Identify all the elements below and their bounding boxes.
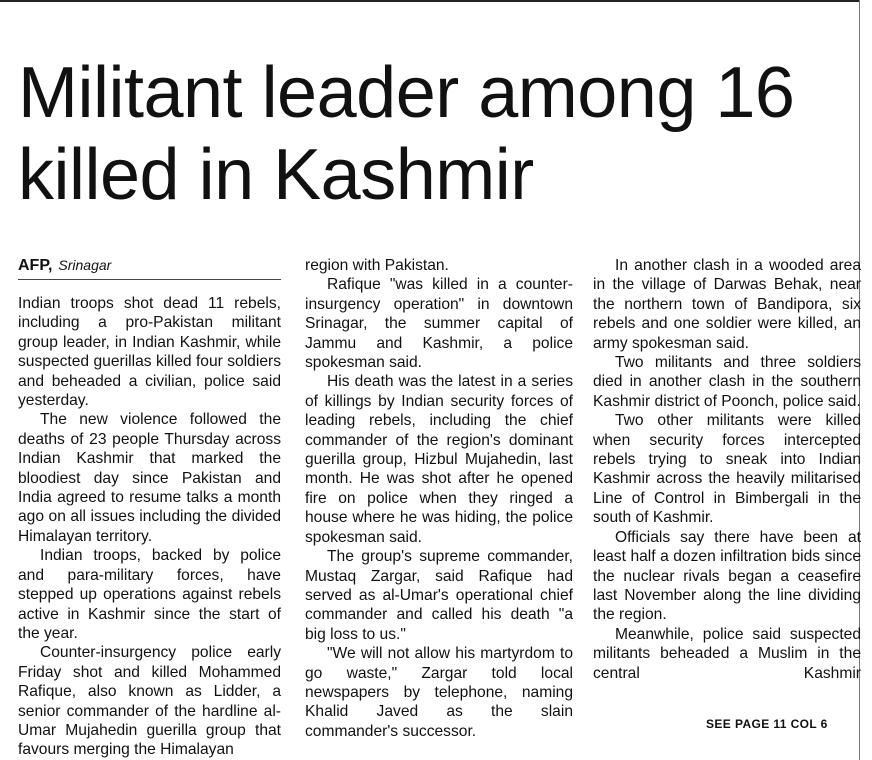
paragraph: Two militants and three soldiers died in another clash in the southern Kashmir district of Poonch, police said. <box>593 354 861 410</box>
paragraph: Counter-insurgency police early Friday shot and killed Mohammed Rafique, also known as Lidder, a senior commander of the hardline al-Umar Mujahedin guerilla group that favours merging the Himalayan <box>18 644 281 759</box>
column-2 <box>305 256 573 741</box>
paragraph: Meanwhile, police said suspected militants beheaded a Muslim in the central Kashmir <box>593 625 861 682</box>
dateline <box>18 256 281 280</box>
dateline-place: Srinagar <box>58 257 112 273</box>
paragraph: Indian troops shot dead 11 rebels, including a pro-Pakistan militant group leader, in Indian Kashmir, while suspected guerillas killed four soldiers and beheaded a civilian, police said yesterday. <box>18 295 281 410</box>
headline: Militant leader among 16 killed in Kashmir <box>18 53 795 215</box>
top-rule <box>0 0 860 2</box>
agency-credit: AFP, <box>18 257 53 274</box>
paragraph: Officials say there have been at least half a dozen infiltration bids since the nuclear rivals began a ceasefire last November along the line dividing the region. <box>593 528 861 624</box>
column-3 <box>593 256 861 683</box>
paragraph: The group's supreme commander, Mustaq Zargar, said Rafique had served as al-Umar's operational chief commander and called his death "a big loss to us." <box>305 548 573 643</box>
paragraph: The new violence followed the deaths of 23 people Thursday across Indian Kashmir that marked the bloodiest day since Pakistan and India agreed to resume talks a month ago on all issues including the divided Himalayan territory. <box>18 411 281 545</box>
paragraph: Rafique "was killed in a counter-insurgency operation" in downtown Srinagar, the summer capital of Jammu and Kashmir, a police spokesman said. <box>305 276 573 372</box>
paragraph: Indian troops, backed by police and para-military forces, have stepped up operations against rebels active in Kashmir since the start of the year. <box>18 547 281 642</box>
paragraph: region with Pakistan. <box>305 257 449 274</box>
paragraph: "We will not allow his martyrdom to go waste," Zargar told local newspapers by telephone, naming Khalid Javed as the slain commander's successor. <box>305 645 573 740</box>
column-1 <box>18 256 281 760</box>
paragraph: In another clash in a wooded area in the village of Darwas Behak, near the northern town of Bandipora, six rebels and one soldier were killed, an army spokesman said. <box>593 257 861 352</box>
jump-line: SEE PAGE 11 COL 6 <box>706 717 828 731</box>
paragraph: His death was the latest in a series of killings by Indian security forces of leading rebels, including the chief commander of the region's dominant guerilla group, Hizbul Mujahedin, last month. He was shot after he opened fire on police when they ringed a house where he was hiding, the police spokesman said. <box>305 373 573 546</box>
paragraph: Two other militants were killed when security forces intercepted rebels trying to sneak into Indian Kashmir across the heavily militarised Line of Control in Bimbergali in the south of Kashmir. <box>593 412 861 527</box>
